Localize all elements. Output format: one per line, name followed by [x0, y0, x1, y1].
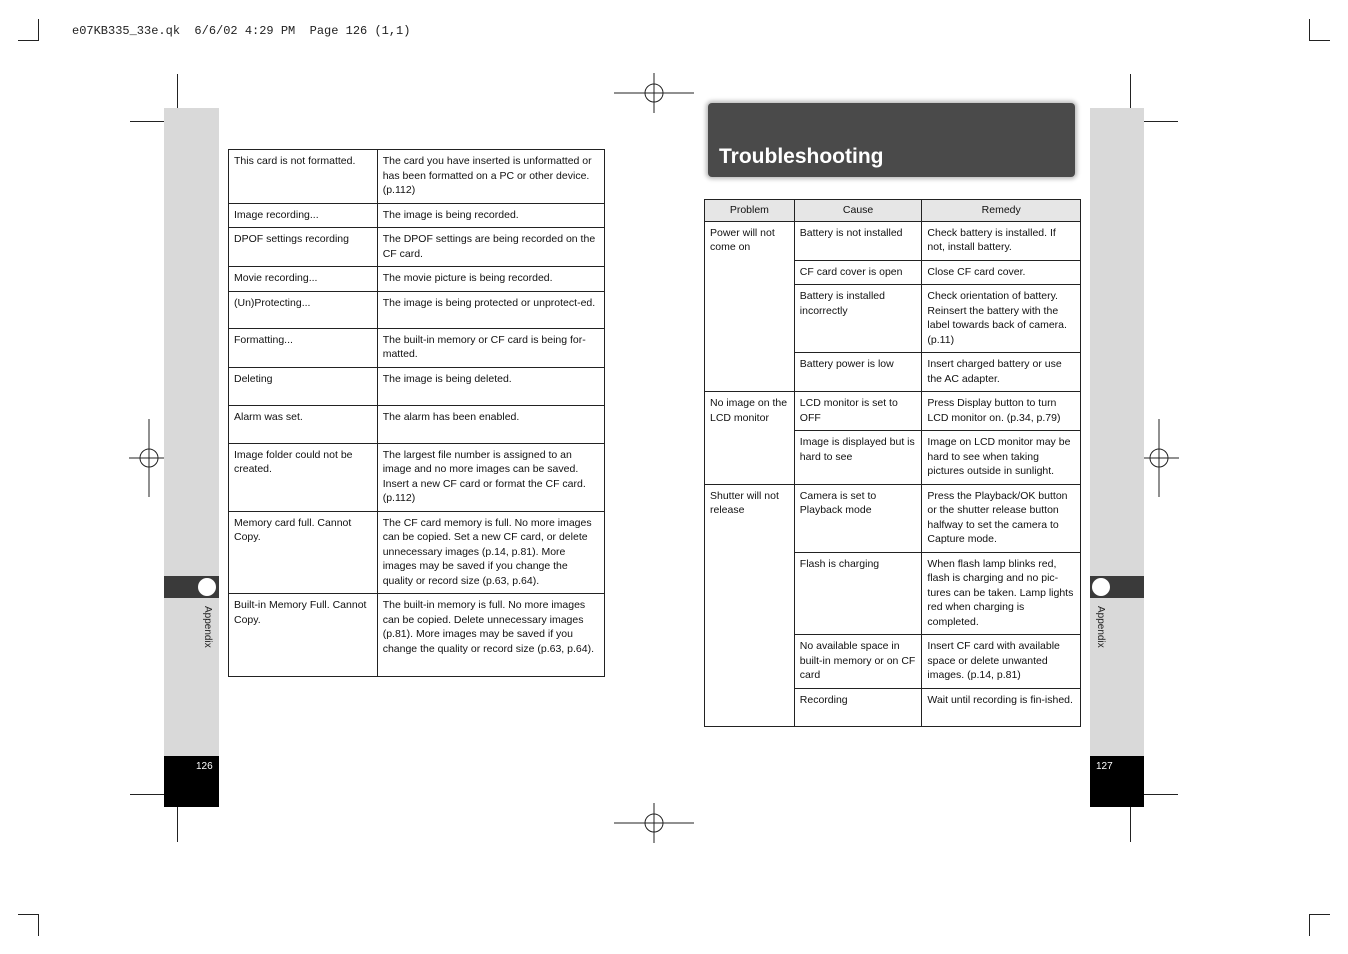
crop-mark — [38, 914, 39, 936]
remedy-cell: Insert CF card with available space or delete unwanted images. (p.14, p.81) — [922, 635, 1081, 689]
right-side-strip — [1090, 108, 1144, 807]
cause-cell: CF card cover is open — [794, 260, 922, 285]
crop-mark — [1309, 40, 1330, 41]
cause-cell: Flash is charging — [794, 552, 922, 635]
trim-mark — [1142, 121, 1178, 122]
registration-mark-icon — [614, 73, 694, 113]
table-row — [229, 203, 605, 228]
description-cell: The alarm has been enabled. — [377, 405, 604, 443]
description-cell: The card you have inserted is unformatted or has been formatted on a PC or other device. (p.112) — [377, 150, 604, 204]
troubleshooting-table — [704, 199, 1081, 727]
message-cell: This card is not formatted. — [229, 150, 378, 204]
cause-cell: No available space in built-in memory or on CF card — [794, 635, 922, 689]
remedy-cell: When flash lamp blinks red, flash is charging and no pic-tures can be taken. Lamp lights red when charging is completed. — [922, 552, 1081, 635]
problem-cell: Power will not come on — [705, 221, 795, 392]
header-remedy: Remedy — [922, 200, 1081, 222]
print-slug: e07KB335_33e.qk 6/6/02 4:29 PM Page 126 (1,1) — [72, 24, 411, 38]
tab-circle-icon — [197, 577, 217, 597]
description-cell: The CF card memory is full. No more images can be copied. Set a new CF card, or delete unnecessary images (p.14, p.81). More images may be saved if you change the quality or record size (p.63, p.64). — [377, 511, 604, 594]
message-cell: Alarm was set. — [229, 405, 378, 443]
table-row — [229, 443, 605, 511]
table-row — [229, 150, 605, 204]
registration-mark-icon — [1139, 419, 1179, 497]
table-header-row — [705, 200, 1081, 222]
remedy-cell: Check battery is installed. If not, install battery. — [922, 221, 1081, 260]
remedy-cell: Press Display button to turn LCD monitor on. (p.34, p.79) — [922, 392, 1081, 431]
trim-mark — [1130, 806, 1131, 842]
cause-cell: Image is displayed but is hard to see — [794, 431, 922, 485]
trim-mark — [177, 74, 178, 110]
message-cell: DPOF settings recording — [229, 228, 378, 267]
crop-mark — [1309, 914, 1310, 936]
description-cell: The image is being recorded. — [377, 203, 604, 228]
table-row — [705, 484, 1081, 552]
crop-mark — [1309, 19, 1310, 41]
remedy-cell: Press the Playback/OK button or the shutter release button halfway to set the camera to Capture mode. — [922, 484, 1081, 552]
problem-cell: Shutter will not release — [705, 484, 795, 726]
message-cell: Image folder could not be created. — [229, 443, 378, 511]
message-cell: Image recording... — [229, 203, 378, 228]
registration-mark-icon — [129, 419, 169, 497]
description-cell: The built-in memory is full. No more images can be copied. Delete unnecessary images (p.81). More images may be saved if you change the quality or record size (p.63, p.64). — [377, 594, 604, 677]
message-cell: Built-in Memory Full. Cannot Copy. — [229, 594, 378, 677]
table-row — [705, 392, 1081, 431]
remedy-cell: Wait until recording is fin-ished. — [922, 688, 1081, 726]
header-problem: Problem — [705, 200, 795, 222]
description-cell: The image is being protected or unprotect-ed. — [377, 291, 604, 328]
crop-mark — [18, 40, 39, 41]
table-row — [229, 328, 605, 367]
trim-mark — [177, 806, 178, 842]
remedy-cell: Check orientation of battery. Reinsert the battery with the label towards back of camera. (p.11) — [922, 285, 1081, 353]
cause-cell: Battery power is low — [794, 353, 922, 392]
registration-mark-icon — [614, 803, 694, 843]
page-title: Troubleshooting — [719, 145, 884, 168]
description-cell: The DPOF settings are being recorded on the CF card. — [377, 228, 604, 267]
table-row — [229, 405, 605, 443]
right-page-number: 127 — [1096, 761, 1113, 772]
message-cell: (Un)Protecting... — [229, 291, 378, 328]
description-cell: The largest file number is assigned to an image and no more images can be saved. Insert a new CF card or format the CF card. (p.112) — [377, 443, 604, 511]
tab-circle-icon — [1091, 577, 1111, 597]
trim-mark — [1142, 794, 1178, 795]
table-row — [229, 511, 605, 594]
remedy-cell: Image on LCD monitor may be hard to see when taking pictures outside in sunlight. — [922, 431, 1081, 485]
crop-mark — [38, 19, 39, 41]
trim-mark — [130, 121, 166, 122]
message-cell: Movie recording... — [229, 267, 378, 292]
table-row — [229, 594, 605, 677]
description-cell: The image is being deleted. — [377, 367, 604, 405]
cause-cell: LCD monitor is set to OFF — [794, 392, 922, 431]
messages-table — [228, 149, 605, 677]
cause-cell: Camera is set to Playback mode — [794, 484, 922, 552]
trim-mark — [1130, 74, 1131, 110]
table-row — [229, 228, 605, 267]
title-banner — [708, 103, 1075, 177]
left-section-label: Appendix — [202, 606, 213, 648]
table-row — [705, 221, 1081, 260]
message-cell: Formatting... — [229, 328, 378, 367]
cause-cell: Recording — [794, 688, 922, 726]
remedy-cell: Insert charged battery or use the AC adapter. — [922, 353, 1081, 392]
table-row — [229, 267, 605, 292]
description-cell: The movie picture is being recorded. — [377, 267, 604, 292]
trim-mark — [130, 794, 166, 795]
message-cell: Deleting — [229, 367, 378, 405]
right-section-label: Appendix — [1095, 606, 1106, 648]
cause-cell: Battery is not installed — [794, 221, 922, 260]
left-side-strip — [164, 108, 219, 807]
remedy-cell: Close CF card cover. — [922, 260, 1081, 285]
description-cell: The built-in memory or CF card is being for-matted. — [377, 328, 604, 367]
crop-mark — [18, 914, 39, 915]
cause-cell: Battery is installed incorrectly — [794, 285, 922, 353]
message-cell: Memory card full. Cannot Copy. — [229, 511, 378, 594]
header-cause: Cause — [794, 200, 922, 222]
table-row — [229, 291, 605, 328]
table-row — [229, 367, 605, 405]
problem-cell: No image on the LCD monitor — [705, 392, 795, 485]
left-page-number: 126 — [196, 761, 213, 772]
crop-mark — [1309, 914, 1330, 915]
